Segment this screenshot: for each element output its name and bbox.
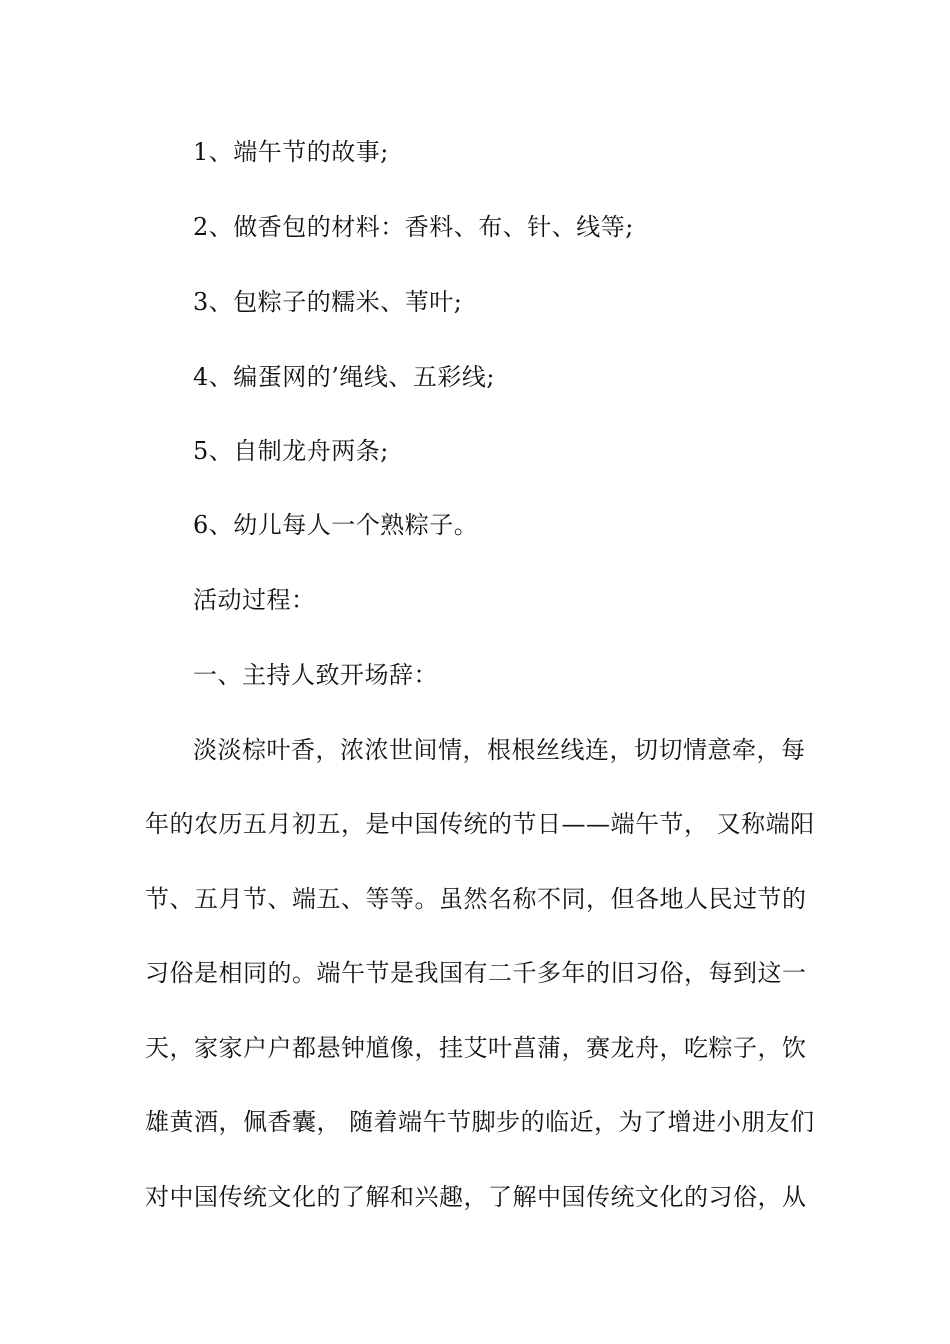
- paragraph-line-1: 淡淡棕叶香，浓浓世间情，根根丝线连，切切情意牵，每: [193, 736, 806, 764]
- material-item-6: 6、幼儿每人一个熟粽子。: [193, 511, 479, 539]
- paragraph-line-3: 节、五月节、端五、等等。虽然名称不同，但各地人民过节的: [145, 885, 807, 913]
- material-item-1: 1、端午节的故事;: [193, 138, 389, 166]
- paragraph-line-6: 雄黄酒，佩香囊， 随着端午节脚步的临近，为了增进小朋友们: [145, 1108, 815, 1136]
- paragraph-line-5: 天，家家户户都悬钟馗像，挂艾叶菖蒲，赛龙舟，吃粽子，饮: [145, 1034, 807, 1062]
- paragraph-line-4: 习俗是相同的。端午节是我国有二千多年的旧习俗，每到这一: [145, 959, 807, 987]
- material-item-3: 3、包粽子的糯米、苇叶;: [193, 288, 463, 316]
- material-item-4: 4、编蛋网的’绳线、五彩线;: [193, 363, 495, 391]
- material-item-5: 5、自制龙舟两条;: [193, 437, 389, 465]
- process-heading: 活动过程：: [193, 586, 316, 614]
- section-one-heading: 一、主持人致开场辞：: [193, 661, 438, 689]
- paragraph-line-7: 对中国传统文化的了解和兴趣，了解中国传统文化的习俗，从: [145, 1183, 807, 1211]
- paragraph-line-2: 年的农历五月初五，是中国传统的节日——端午节， 又称端阳: [145, 810, 815, 838]
- material-item-2: 2、做香包的材料：香料、布、针、线等;: [193, 213, 634, 241]
